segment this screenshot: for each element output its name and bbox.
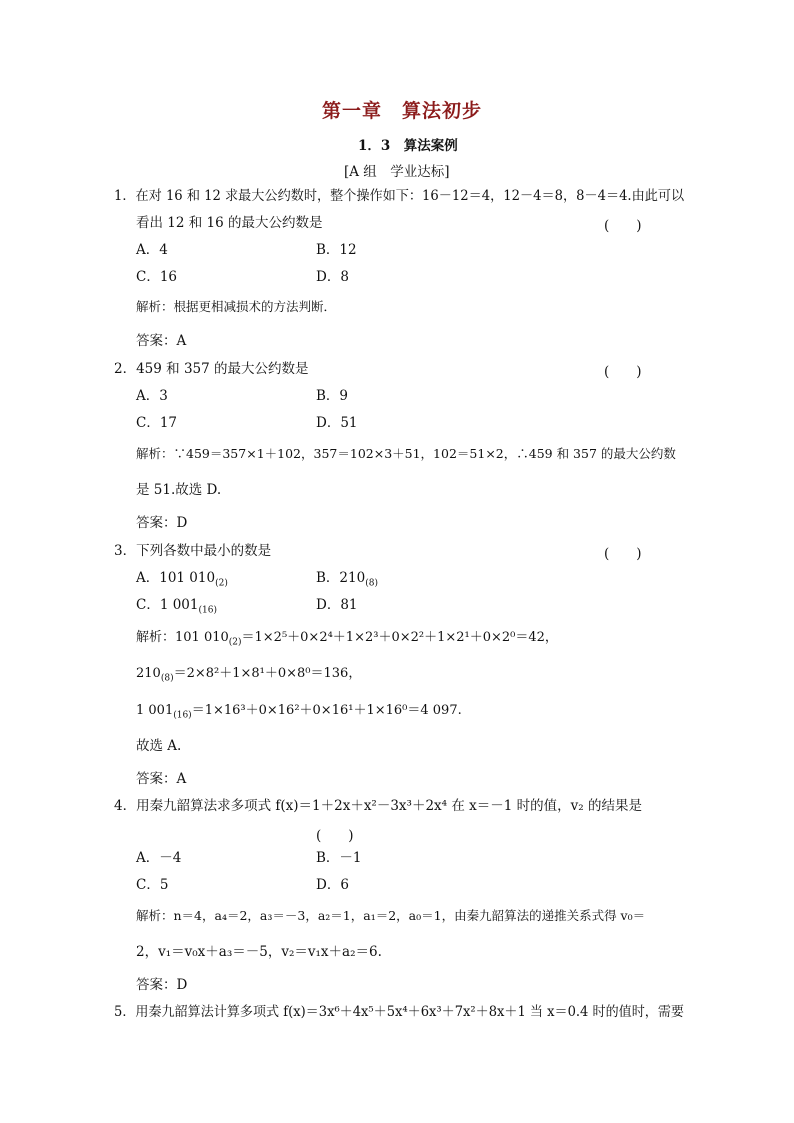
section-title: 1．3 算法案例 (358, 138, 458, 154)
q2-option-d: D．51 (316, 415, 358, 431)
q2-option-c: C．17 (136, 415, 178, 431)
q4-paren: ( ) (316, 828, 354, 844)
q3-option-a: A．101 $010_{(2)}$ (136, 570, 228, 589)
q1-analysis: 解析：根据更相减损术的方法判断． (136, 299, 337, 314)
q1-option-c: C．16 (136, 269, 178, 285)
q3-conclusion: 故选 A. (136, 738, 182, 754)
q4-option-b: B．－1 (316, 850, 362, 866)
q1-answer: 答案：A (136, 333, 187, 349)
q1-line1: 1．在对 16 和 12 求最大公约数时，整个操作如下：16－12＝4，12－4＝8，8－4＝4.由此可以 (114, 188, 685, 204)
q2-option-a: A．3 (136, 388, 168, 404)
group-title: [A 组 学业达标] (344, 164, 450, 180)
q3-stem: 3．下列各数中最小的数是 (114, 543, 272, 559)
q3-option-d: D．81 (316, 597, 358, 613)
q4-option-a: A．－4 (136, 850, 182, 866)
q4-answer: 答案：D (136, 977, 188, 993)
q4-analysis-line2: 2，v₁＝v₀x＋a₃＝－5，v₂＝v₁x＋a₂＝6. (136, 944, 382, 960)
q2-analysis-line1: 解析：∵459＝357×1＋102，357＝102×3＋51，102＝51×2，∴459 和 357 的最大公约数 (136, 446, 676, 461)
chapter-title: 第一章 算法初步 (322, 100, 483, 122)
q1-option-a: A．4 (136, 242, 168, 258)
q2-paren: ( ) (604, 364, 642, 380)
q3-analysis-line1: 解析：101 $010_{(2)}=1\times 2^5+0\times 2^4+1\times 2^3+0\times 2^2+1\times 2^1+0\times 2^0=42$， (136, 630, 558, 648)
q3-answer: 答案：A (136, 771, 187, 787)
q5-stem: 5．用秦九韶算法计算多项式 f(x)＝3x⁶＋4x⁵＋5x⁴＋6x³＋7x²＋8x＋1 当 x＝0.4 时的值时，需要 (114, 1004, 685, 1020)
q1-line2: 看出 12 和 16 的最大公约数是 (136, 215, 323, 231)
q4-stem: 4．用秦九韶算法求多项式 f(x)＝1＋2x＋x²－3x³＋2x⁴ 在 x＝－1 时的值，v₂ 的结果是 (114, 798, 642, 814)
q2-analysis-line2: 是 51.故选 D. (136, 482, 222, 498)
q4-option-c: C．5 (136, 877, 169, 893)
q2-answer: 答案：D (136, 515, 188, 531)
q2-stem: 2．459 和 357 的最大公约数是 (114, 361, 309, 377)
q2-option-b: B．9 (316, 388, 349, 404)
q3-paren: ( ) (604, 546, 642, 562)
q1-paren: ( ) (604, 218, 642, 234)
q1-option-b: B．12 (316, 242, 357, 258)
q3-analysis-line2: $210_{(8)}=2\times 8^2+1\times 8^1+0\times 8^0=136$， (136, 666, 362, 684)
q3-option-c: C．1 $001_{(16)}$ (136, 597, 217, 616)
q3-analysis-line3: 1 $001_{(16)}=1\times 16^3+0\times 16^2+0\times 16^1+1\times 16^0=4$ 097. (136, 703, 462, 721)
q4-analysis-line1: 解析：n＝4，a₄＝2，a₃＝－3，a₂＝1，a₁＝2，a₀＝1，由秦九韶算法的递推关系式得 v₀＝ (136, 908, 646, 923)
q3-option-b: B．$210_{(8)}$ (316, 570, 378, 589)
q1-option-d: D．8 (316, 269, 349, 285)
q4-option-d: D．6 (316, 877, 349, 893)
